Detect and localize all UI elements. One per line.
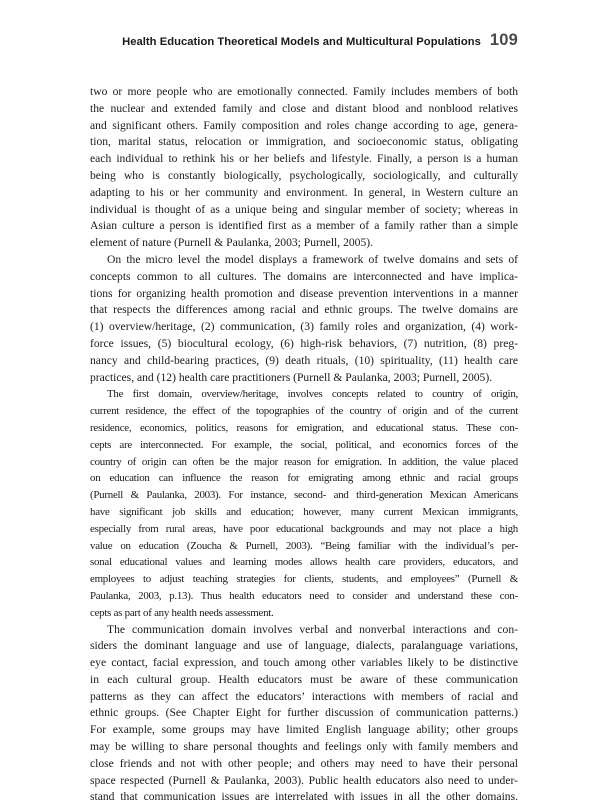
text-line: force issues, (5) biocultural ecology, (6) high-risk behaviors, (7) nutrition, (8) preg- <box>90 336 518 353</box>
text-line: especially from rural areas, have poor educational backgrounds and may not place a high <box>90 521 518 538</box>
text-line: adapting to his or her community and environment. In general, in Western culture an <box>90 185 518 202</box>
text-line: may be willing to share personal thoughts and feelings only with family members and <box>90 739 518 756</box>
text-line: ethnic groups. (See Chapter Eight for further discussion of communication patterns.) <box>90 705 518 722</box>
text-line: On the micro level the model displays a framework of twelve domains and sets of <box>90 252 518 269</box>
text-line: practices, and (12) health care practitioners (Purnell & Paulanka, 2003; Purnell, 2005). <box>90 370 518 387</box>
paragraph <box>90 622 518 806</box>
text-line: patterns as they can affect the educators’ interactions with members of racial and <box>90 689 518 706</box>
text-line: value on education (Zoucha & Purnell, 2003). “Being familiar with the individual’s per- <box>90 538 518 555</box>
body-text <box>90 84 518 806</box>
text-line: individual is thought of as a unique being and singular member of society; whereas in <box>90 202 518 219</box>
text-line: in each cultural group. Health educators must be aware of these communication <box>90 672 518 689</box>
text-line: The first domain, overview/heritage, involves concepts related to country of origin, <box>90 386 518 403</box>
text-line: space respected (Purnell & Paulanka, 2003). Public health educators also need to under- <box>90 773 518 790</box>
text-line: employees to adjust teaching strategies for clients, students, and employees” (Purnell & <box>90 571 518 588</box>
text-line: cepts are interconnected. For example, the social, political, and economics forces of the <box>90 437 518 454</box>
text-line: and significant others. Family composition and roles change according to age, genera- <box>90 118 518 135</box>
text-line: residence, economics, politics, reasons for emigration, and educational status. These con- <box>90 420 518 437</box>
text-line: country of origin can often be the major reason for emigration. In addition, the value placed <box>90 454 518 471</box>
text-line: on education can influence the reason for emigrating among ethnic and racial groups <box>90 470 518 487</box>
text-line: close friends and not with other people; and others may need to have their personal <box>90 756 518 773</box>
text-line: being who is constantly biologically, psychologically, sociologically, and culturally <box>90 168 518 185</box>
text-line: current residence, the effect of the topographies of the country of origin and of the current <box>90 403 518 420</box>
text-line: have significant job skills and education; however, many current Mexican immigrants, <box>90 504 518 521</box>
text-line: that respects the differences among racial and ethnic groups. The twelve domains are <box>90 302 518 319</box>
text-line: For example, some groups may have limited English language ability; other groups <box>90 722 518 739</box>
text-line: concepts common to all cultures. The domains are interconnected and have implica- <box>90 269 518 286</box>
text-line: the nuclear and extended family and close and distant blood and nonblood relatives <box>90 101 518 118</box>
paragraph <box>90 252 518 386</box>
paragraph <box>90 84 518 252</box>
running-title: Health Education Theoretical Models and Multicultural Populations <box>122 36 481 48</box>
text-line: each individual to rethink his or her beliefs and lifestyle. Finally, a person is a human <box>90 151 518 168</box>
text-line: Paulanka, 2003, p.13). Thus health educators need to consider and understand these con- <box>90 588 518 605</box>
text-line: sonal educational values and learning modes allows health care providers, educators, and <box>90 554 518 571</box>
text-line: cepts as part of any health needs assessment. <box>90 605 518 622</box>
text-line: siders the dominant language and use of language, dialects, paralanguage variations, <box>90 638 518 655</box>
text-line: eye contact, facial expression, and touch among other variables likely to be distinctive <box>90 655 518 672</box>
text-line: tion, marital status, relocation or immigration, and socioeconomic status, obligating <box>90 134 518 151</box>
text-line: The communication domain involves verbal and nonverbal interactions and con- <box>90 622 518 639</box>
running-header <box>90 31 518 55</box>
text-line: two or more people who are emotionally connected. Family includes members of both <box>90 84 518 101</box>
text-line: tions for organizing health promotion and disease prevention interventions in a manner <box>90 286 518 303</box>
text-line: stand that communication issues are interrelated with issues in all the other domains. <box>90 789 518 806</box>
text-line: element of nature (Purnell & Paulanka, 2003; Purnell, 2005). <box>90 235 518 252</box>
paragraph <box>90 386 518 621</box>
text-line: (1) overview/heritage, (2) communication, (3) family roles and organization, (4) work- <box>90 319 518 336</box>
text-line: Asian culture a person is identified first as a member of a family rather than a simple <box>90 218 518 235</box>
page-number: 109 <box>490 31 518 50</box>
text-line: nancy and child-bearing practices, (9) death rituals, (10) spirituality, (11) health care <box>90 353 518 370</box>
text-line: (Purnell & Paulanka, 2003). For instance, second- and third-generation Mexican Americans <box>90 487 518 504</box>
